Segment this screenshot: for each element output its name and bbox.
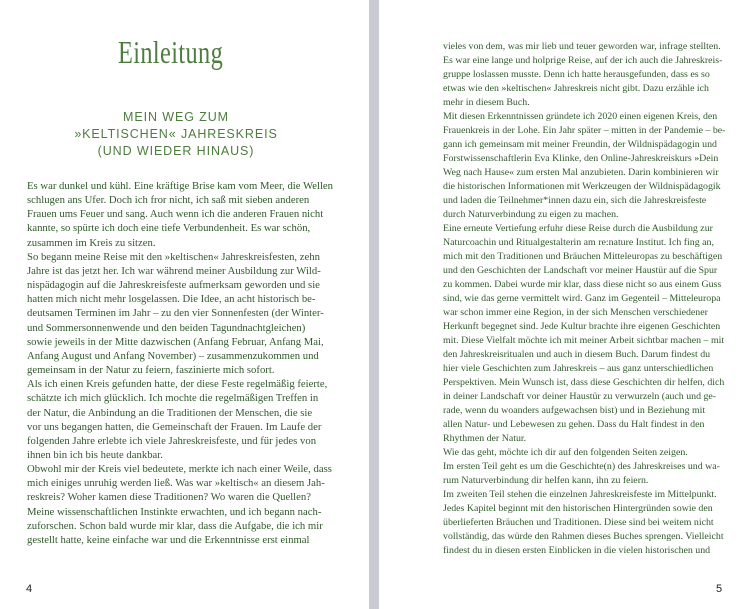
paragraph xyxy=(27,377,337,462)
paragraph xyxy=(27,179,337,250)
chapter-subtitle xyxy=(30,109,322,160)
text-line: Anfang August und Anfang November) – zusammenzukommen und xyxy=(27,349,319,362)
text-line: zuforschen. Schon bald wurde mir klar, dass die Aufgabe, die ich mir xyxy=(27,519,323,532)
text-line: deutsamen Terminen im Jahr – zu den vier Sonnenfesten (der Winter- xyxy=(27,307,324,320)
text-line: mit. Diese Vielfalt möchte ich mit meiner Arbeit sichtbar machen – mit xyxy=(443,335,725,346)
text-line: und den Geschichten der Landschaft vor meiner Haustür auf die Spur xyxy=(443,265,718,276)
paragraph xyxy=(27,462,337,504)
text-line: Im zweiten Teil stehen die einzelnen Jahreskreisfeste im Mittelpunkt. xyxy=(443,489,717,500)
text-line: mich mit den Traditionen und Bräuchen Mitteleuropas zu beschäftigen xyxy=(443,251,723,262)
text-line: Im ersten Teil geht es um die Geschichte(n) des Jahreskreises und wa- xyxy=(443,461,720,472)
text-line: Meine wissenschaftlichen Instinkte erwachten, und ich begann nach- xyxy=(27,505,322,518)
body-text-left xyxy=(27,179,337,547)
paragraph xyxy=(27,250,337,377)
text-line: Wie das geht, möchte ich dir auf den folgenden Seiten zeigen. xyxy=(443,447,688,458)
text-line: kannte, so spürte ich doch eine tiefe Verbundenheit. Es war schön, xyxy=(27,222,311,235)
text-line: gann ich gemeinsam mit meiner Freundin, der Wildnispädagogin und xyxy=(443,139,717,150)
chapter-title: Einleitung xyxy=(118,34,224,70)
text-line: reskreis? Woher kamen diese Traditionen? Wo waren die Quellen? xyxy=(27,491,311,504)
text-line: zu kommen. Dabei wurde mir klar, dass diese nicht so aus einem Guss xyxy=(443,279,722,290)
text-line: Frauenkreis in der Lohe. Ein Jahr später – mitten in der Pandemie – be- xyxy=(443,125,726,136)
text-line: mehr in diesem Buch. xyxy=(443,97,530,108)
text-line: allen Natur- und Lebewesen zu gehen. Dass du Halt findest in den xyxy=(443,419,705,430)
text-line: Perspektiven. Mein Wunsch ist, dass diese Geschichten dir helfen, dich xyxy=(443,377,725,388)
text-line: schlugen ans Ufer. Doch ich fror nicht, ich saß mit sieben anderen xyxy=(27,194,310,207)
text-line: in deiner Landschaft vor deiner Haustür zu verwurzeln (auch und ge- xyxy=(443,391,717,402)
paragraph xyxy=(27,505,337,547)
text-line: schätzte ich mich glücklich. Ich mochte die regelmäßigen Treffen in xyxy=(27,392,319,405)
text-line: der Natur, die Anbindung an die Traditionen der Menschen, die sie xyxy=(27,406,313,419)
text-line: den Jahreskreisritualen und auch in diesem Buch. Darum findest du xyxy=(443,349,711,360)
text-line: Naturcoachin und Ritualgestalterin am re:nature Institut. Ich fing an, xyxy=(443,237,714,248)
paragraph xyxy=(443,110,726,222)
text-line: Herkunft begegnet sind. Jede Kultur brachte ihre eigenen Geschichten xyxy=(443,321,721,332)
text-line: etwas wie den »keltischen« Jahreskreis nicht gibt. Dazu erzähle ich xyxy=(443,83,709,94)
text-line: rum Naturverbindung dir helfen kann, ihn zu feiern. xyxy=(443,475,649,486)
text-line: ihnen bin ich bis heute dankbar. xyxy=(27,448,163,461)
paragraph xyxy=(443,40,726,110)
text-line: Es war eine lange und holprige Reise, auf der ich auch die Jahreskreis- xyxy=(443,55,723,66)
text-line: Weg nach Hause« zum ersten Mal anzubieten. Darin kombinieren wir xyxy=(443,167,719,178)
text-line: Als ich einen Kreis gefunden hatte, der diese Feste regelmäßig feierte, xyxy=(27,378,328,391)
paragraph xyxy=(443,446,726,460)
page-gutter xyxy=(369,0,379,609)
paragraph xyxy=(443,222,726,446)
text-line: vor uns begangen hatten, die Gemeinschaft der Frauen. Im Laufe der xyxy=(27,420,322,433)
text-line: Eine erneute Vertiefung erfuhr diese Reise durch die Ausbildung zur xyxy=(443,223,713,234)
text-line: Rhythmen der Natur. xyxy=(443,433,527,444)
text-line: zusammen im Kreis zu sitzen. xyxy=(27,236,156,249)
text-line: sind, wie das gerne vermittelt wird. Ganz im Gegenteil – Mitteleuropa xyxy=(443,293,721,304)
text-line: rade, wenn du woanders aufgewachsen bist) und in Beziehung mit xyxy=(443,405,706,416)
text-line: und Sommersonnenwende und den beiden Tagundnachtgleichen) xyxy=(27,321,306,334)
page-left xyxy=(0,0,369,609)
text-line: hier viele Geschichten zum Jahreskreis – aus ganz unterschiedlichen xyxy=(443,363,714,374)
text-line: folgenden Jahre erlebte ich viele Jahreskreisfeste, und für jedes von xyxy=(27,434,317,447)
text-line: gruppe loslassen musste. Denn ich hatte herausgefunden, dass es so xyxy=(443,69,710,80)
paragraph xyxy=(443,460,726,488)
page-number: 4 xyxy=(26,583,33,595)
text-line: Jedes Kapitel beginnt mit den historischen Hintergründen sowie den xyxy=(443,503,713,514)
chapter-subtitle-line: (UND WIEDER HINAUS) xyxy=(97,144,255,158)
text-line: durch Naturverbindung zu eigen zu machen. xyxy=(443,209,619,220)
text-line: vollständig, das würde den Rahmen dieses Buches sprengen. Vielleicht xyxy=(443,531,724,542)
text-line: So begann meine Reise mit den »keltischen« Jahreskreisfesten, zehn xyxy=(27,250,320,263)
text-line: Frauen ums Feuer und sang. Auch wenn ich die anderen Frauen nicht xyxy=(27,208,324,221)
paragraph xyxy=(443,488,726,558)
chapter-subtitle-line: MEIN WEG ZUM xyxy=(123,110,229,124)
text-line: vieles von dem, was mir lieb und teuer geworden war, infrage stellten. xyxy=(443,41,721,52)
text-line: nispädagogin auf die Jahreskreisfeste aufmerksam geworden und sie xyxy=(27,279,320,292)
text-line: mich einiges unruhig werden ließ. Was war »keltisch« an diesem Jah- xyxy=(27,477,325,490)
text-line: hatten mich nicht mehr losgelassen. Die Idee, an acht historisch be- xyxy=(27,293,316,306)
text-line: gemeinsam in der Natur zu feiern, faszinierte mich sofort. xyxy=(27,364,275,377)
text-line: Mit diesen Erkenntnissen gründete ich 2020 einen eigenen Kreis, den xyxy=(443,111,718,122)
body-text-right xyxy=(443,40,726,558)
text-line: sowie jeweils in der Mitte dazwischen (Anfang Februar, Anfang Mai, xyxy=(27,335,324,348)
text-line: Es war dunkel und kühl. Eine kräftige Brise kam vom Meer, die Wellen xyxy=(27,180,333,192)
chapter-subtitle-line: »KELTISCHEN« JAHRESKREIS xyxy=(74,127,278,141)
text-line: und laden die Teilnehmer*innen dazu ein, sich die Jahreskreisfeste xyxy=(443,195,707,206)
page-right xyxy=(379,0,750,609)
text-line: findest du in diesen ersten Einblicken in die vielen historischen und xyxy=(443,545,711,556)
page-number: 5 xyxy=(716,583,723,595)
text-line: überlieferten Bräuchen und Traditionen. Diese sind bei weitem nicht xyxy=(443,517,714,528)
text-line: Obwohl mir der Kreis viel bedeutete, merkte ich nach einer Weile, dass xyxy=(27,463,332,476)
text-line: gestellt hatte, keine einfache war und die Erkenntnisse erst einmal xyxy=(27,533,310,546)
text-line: Jahre ist das jetzt her. Ich war während meiner Ausbildung zur Wild- xyxy=(27,264,321,277)
text-line: Forstwissenschaftlerin Eva Klinke, den Online-Jahreskreiskurs »Dein xyxy=(443,153,719,164)
text-line: die historischen Informationen mit Werkzeugen der Wildnispädagogik xyxy=(443,181,721,192)
text-line: war schon immer eine Region, in der sich Menschen verschiedener xyxy=(443,307,708,318)
